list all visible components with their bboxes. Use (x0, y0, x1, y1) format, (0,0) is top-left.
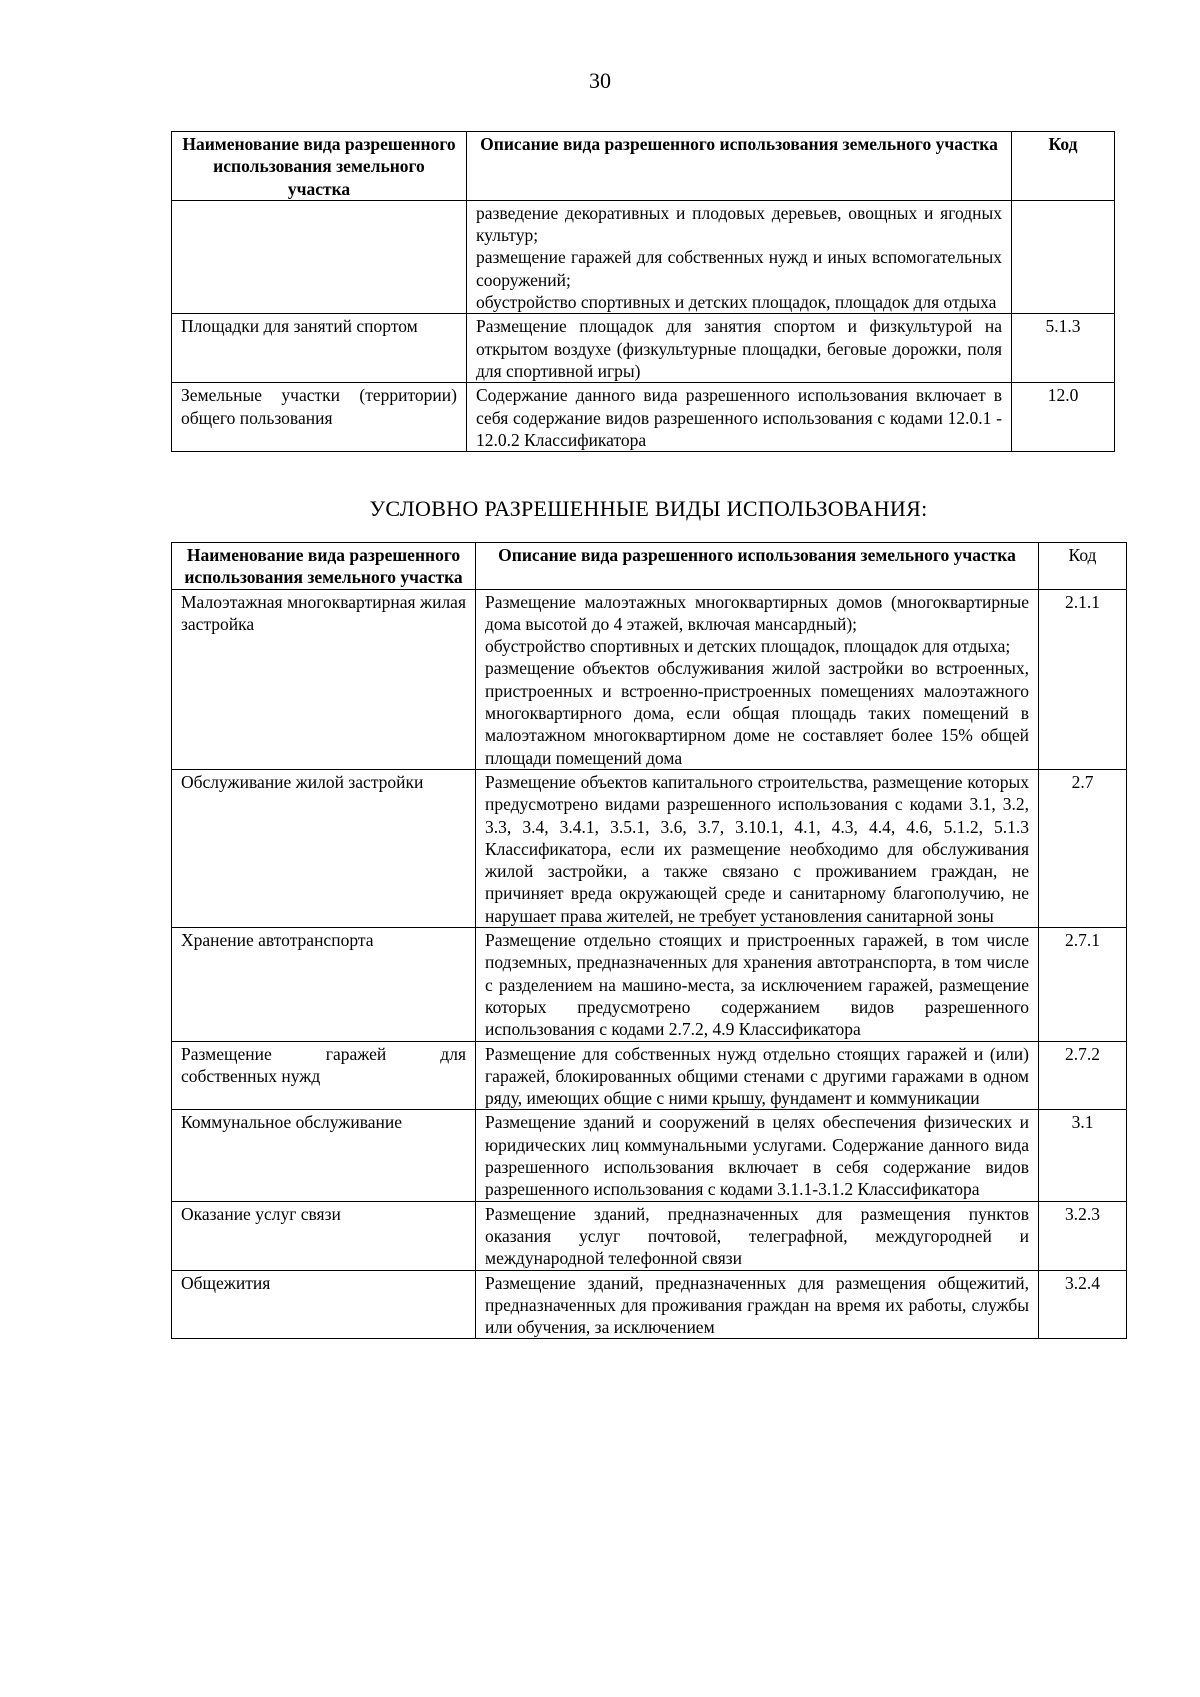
use-description: Размещение зданий, предназначенных для размещения пунктов оказания услуг почтовой, телеграфной, междугородней и международной телефонной связи (476, 1201, 1039, 1270)
table-row (172, 200, 1115, 313)
use-code: 12.0 (1012, 383, 1115, 452)
table-row (172, 769, 1127, 927)
table-row (172, 314, 1115, 383)
use-name (172, 200, 467, 313)
use-name: Земельные участки (территории) общего пользования (172, 383, 467, 452)
header-code: Код (1012, 132, 1115, 201)
use-code: 3.2.3 (1039, 1201, 1127, 1270)
header-description: Описание вида разрешенного использования земельного участка (476, 543, 1039, 590)
page-number: 30 (589, 68, 611, 93)
use-description: Размещение зданий и сооружений в целях обеспечения физических и юридических лиц коммунальными услугами. Содержание данного вида разрешенного использования включает в себя содержание видов разрешенного использования с кодами 3.1.1-3.1.2 Классификатора (476, 1110, 1039, 1201)
header-description: Описание вида разрешенного использования земельного участка (467, 132, 1012, 201)
use-description (476, 589, 1039, 769)
use-description: Размещение для собственных нужд отдельно стоящих гаражей и (или) гаражей, блокированных общими стенами с другими гаражами в одном ряду, имеющих общие с ними крышу, фундамент и коммуникации (476, 1041, 1039, 1110)
conditional-uses-table (171, 542, 1127, 1339)
use-description: Размещение зданий, предназначенных для размещения общежитий, предназначенных для проживания граждан на время их работы, службы или обучения, за исключением (476, 1270, 1039, 1339)
description-paragraph: Размещение малоэтажных многоквартирных домов (многоквартирные дома высотой до 4 этажей, включая мансардный); (485, 591, 1029, 634)
use-description (467, 200, 1012, 313)
use-description: Содержание данного вида разрешенного использования включает в себя содержание видов разрешенного использования с кодами 12.0.1 - 12.0.2 Классификатора (467, 383, 1012, 452)
permitted-uses-table (171, 131, 1115, 452)
use-name: Малоэтажная многоквартирная жилая застройка (172, 589, 476, 769)
description-paragraph: размещение гаражей для собственных нужд и иных вспомогательных сооружений; (476, 247, 1002, 290)
use-name: Оказание услуг связи (172, 1201, 476, 1270)
use-code: 3.2.4 (1039, 1270, 1127, 1339)
use-name: Обслуживание жилой застройки (172, 769, 476, 927)
use-description: Размещение отдельно стоящих и пристроенных гаражей, в том числе подземных, предназначенных для хранения автотранспорта, в том числе с разделением на машино-места, за исключением гаражей, размещение которых предусмотрено содержанием видов разрешенного использования с кодами 2.7.2, 4.9 Классификатора (476, 928, 1039, 1041)
use-code: 2.7.2 (1039, 1041, 1127, 1110)
header-name: Наименование вида разрешенного использования земельного участка (172, 132, 467, 201)
use-name: Площадки для занятий спортом (172, 314, 467, 383)
use-description: Размещение площадок для занятия спортом и физкультурой на открытом воздухе (физкультурные площадки, беговые дорожки, поля для спортивной игры) (467, 314, 1012, 383)
table-header-row (172, 543, 1127, 590)
table-row (172, 589, 1127, 769)
header-code: Код (1039, 543, 1127, 590)
use-code: 2.1.1 (1039, 589, 1127, 769)
table-header-row (172, 132, 1115, 201)
use-code (1012, 200, 1115, 313)
table-row (172, 928, 1127, 1041)
table-row (172, 383, 1115, 452)
header-name: Наименование вида разрешенного использования земельного участка (172, 543, 476, 590)
use-description: Размещение объектов капитального строительства, размещение которых предусмотрено видами разрешенного использования с кодами 3.1, 3.2, 3.3, 3.4, 3.4.1, 3.5.1, 3.6, 3.7, 3.10.1, 4.1, 4.3, 4.4, 4.6, 5.1.2, 5.1.3 Классификатора, если их размещение необходимо для обслуживания жилой застройки, а также связано с проживанием граждан, не причиняет вреда окружающей среде и санитарному благополучию, не нарушает права жителей, не требует установления санитарной зоны (476, 769, 1039, 927)
use-name: Хранение автотранспорта (172, 928, 476, 1041)
use-name: Размещение гаражей для собственных нужд (172, 1041, 476, 1110)
table-row (172, 1110, 1127, 1201)
description-paragraph: обустройство спортивных и детских площадок, площадок для отдыха; (485, 636, 1011, 657)
use-code: 2.7.1 (1039, 928, 1127, 1041)
table-row (172, 1041, 1127, 1110)
description-paragraph: размещение объектов обслуживания жилой застройки во встроенных, пристроенных и встроенно-пристроенных помещениях малоэтажного многоквартирного дома, если общая площадь таких помещений в малоэтажном многоквартирном доме не составляет более 15% общей площади помещений дома (485, 658, 1029, 768)
use-code: 3.1 (1039, 1110, 1127, 1201)
table-row (172, 1270, 1127, 1339)
use-code: 5.1.3 (1012, 314, 1115, 383)
use-name: Коммунальное обслуживание (172, 1110, 476, 1201)
description-paragraph: разведение декоративных и плодовых деревьев, овощных и ягодных культур; (476, 202, 1002, 246)
use-code: 2.7 (1039, 769, 1127, 927)
table-row (172, 1201, 1127, 1270)
section-heading: УСЛОВНО РАЗРЕШЕННЫЕ ВИДЫ ИСПОЛЬЗОВАНИЯ: (369, 496, 928, 521)
use-name: Общежития (172, 1270, 476, 1339)
description-paragraph: обустройство спортивных и детских площадок, площадок для отдыха (476, 292, 997, 313)
